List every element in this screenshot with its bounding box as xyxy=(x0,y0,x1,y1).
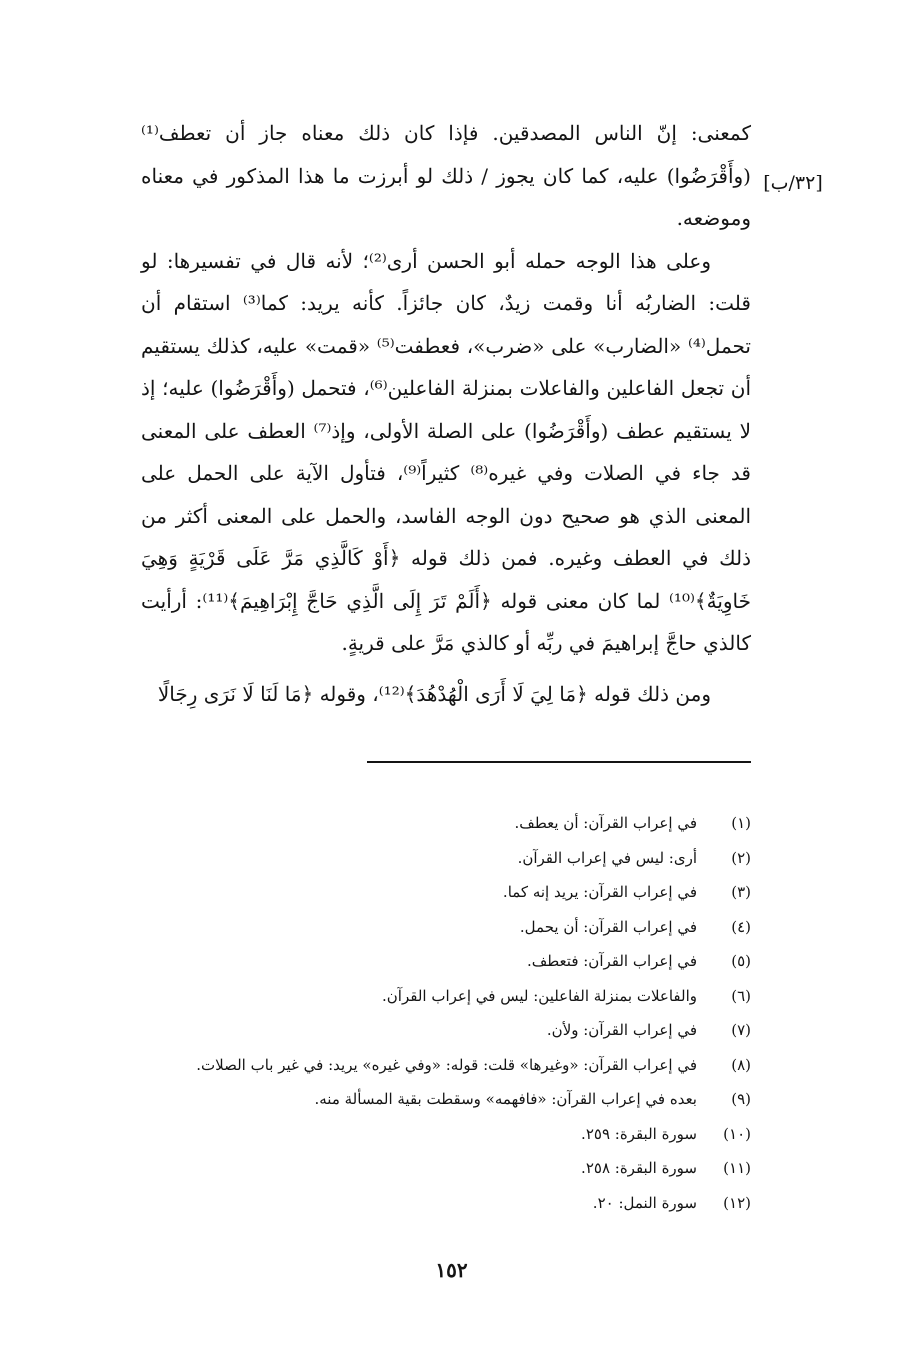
footnote xyxy=(111,944,751,979)
footnote-text: سورة البقرة: ٢٥٩. xyxy=(581,1124,697,1143)
footnote xyxy=(111,1151,751,1186)
main-text-body xyxy=(141,112,751,715)
footnote-text: في إعراب القرآن: أن يحمل. xyxy=(519,917,697,936)
footnote xyxy=(111,979,751,1014)
paragraph: ومن ذلك قوله ﴿مَا لِيَ لَا أَرَى الْهُدْهُدَ﴾⁽¹²⁾، وقوله ﴿مَا لَنَا لَا نَرَى رِجَالًا xyxy=(157,681,711,706)
footnote xyxy=(111,1082,751,1117)
footnote-number: (٧) xyxy=(731,1021,751,1039)
manuscript-folio-marker: [٣٢/ب] xyxy=(763,172,823,194)
footnote-text: في إعراب القرآن: «وغيرها» قلت: قوله: «وفي غيره» يريد: في غير باب الصلات. xyxy=(196,1055,697,1074)
footnote xyxy=(111,806,751,841)
footnote-number: (٩) xyxy=(731,1090,751,1108)
footnote-number: (١٠) xyxy=(723,1124,751,1143)
footnote-number: (٢) xyxy=(731,848,751,867)
footnote-text: بعده في إعراب القرآن: «فافهمه» وسقطت بقية المسألة منه. xyxy=(314,1090,697,1108)
footnotes-list xyxy=(111,806,751,1220)
footnote xyxy=(111,1117,751,1152)
footnote-text: في إعراب القرآن: فتعطف. xyxy=(526,952,697,970)
footnote-separator xyxy=(367,761,751,763)
footnote-number: (٦) xyxy=(731,986,751,1005)
paragraph: وعلى هذا الوجه حمله أبو الحسن أرى⁽²⁾؛ لأنه قال في تفسيرها: لو قلت: الضاربُه أنا وقمت زيدٌ، كان جائزاً. كأنه يريد: كما⁽³⁾ استقام أن تحمل⁽⁴⁾ «الضارب» على «ضرب»، فعطفت⁽⁵⁾ «قمت» عليه، كذلك يستقيم أن تجعل الفاعلين والفاعلات بمنزلة الفاعلين⁽⁶⁾، فتحمل (وأَقْرَضُوا) عليه؛ إذ لا يستقيم عطف (وأَقْرَضُوا) على الصلة الأولى، وإذ⁽⁷⁾ العطف على المعنى قد جاء في الصلات وفي غيره⁽⁸⁾ كثيراً⁽⁹⁾، فتأول الآية على الحمل على المعنى الذي هو صحيح دون الوجه الفاسد، والحمل على المعنى أكثر من ذلك في العطف وغيره. فمن ذلك قوله ﴿أَوْ كَالَّذِي مَرَّ عَلَى قَرْيَةٍ وَهِيَ خَاوِيَةٌ﴾⁽¹⁰⁾ لما كان معنى قوله ﴿أَلَمْ تَرَ إِلَى الَّذِي حَاجَّ إِبْرَاهِيمَ﴾⁽¹¹⁾: أرأيت كالذي حاجَّ إبراهيمَ في ربِّه أو كالذي مَرَّ على قريةٍ. xyxy=(141,248,752,655)
footnote xyxy=(111,841,751,876)
footnote-text: في إعراب القرآن: أن يعطف. xyxy=(514,814,697,832)
footnote-number: (١١) xyxy=(723,1159,751,1177)
footnote-text: في إعراب القرآن: ولأن. xyxy=(546,1021,697,1039)
paragraph: كمعنى: إنّ الناس المصدقين. فإذا كان ذلك معناه جاز أن تعطف⁽¹⁾ (وأَقْرَضُوا) عليه، كما كان يجوز / ذلك لو أبرزت ما هذا المذكور في معناه وموضعه. xyxy=(141,121,751,230)
footnote-text: سورة البقرة: ٢٥٨. xyxy=(581,1159,697,1177)
footnote-number: (٣) xyxy=(731,883,751,901)
footnote xyxy=(111,1186,751,1221)
footnote-number: (٤) xyxy=(731,917,751,936)
footnote xyxy=(111,875,751,910)
footnote xyxy=(111,1013,751,1048)
footnote-number: (١) xyxy=(731,814,751,832)
footnote-text: أرى: ليس في إعراب القرآن. xyxy=(517,848,697,867)
footnote-number: (٨) xyxy=(731,1055,751,1074)
footnote-text: والفاعلات بمنزلة الفاعلين: ليس في إعراب القرآن. xyxy=(382,986,697,1005)
page-number: ١٥٢ xyxy=(435,1258,468,1282)
footnote xyxy=(111,1048,751,1083)
footnote xyxy=(111,910,751,945)
footnote-text: سورة النمل: ٢٠. xyxy=(592,1193,697,1212)
footnote-text: في إعراب القرآن: يريد إنه كما. xyxy=(502,883,697,901)
footnote-number: (٥) xyxy=(731,952,751,970)
footnote-number: (١٢) xyxy=(723,1193,751,1212)
